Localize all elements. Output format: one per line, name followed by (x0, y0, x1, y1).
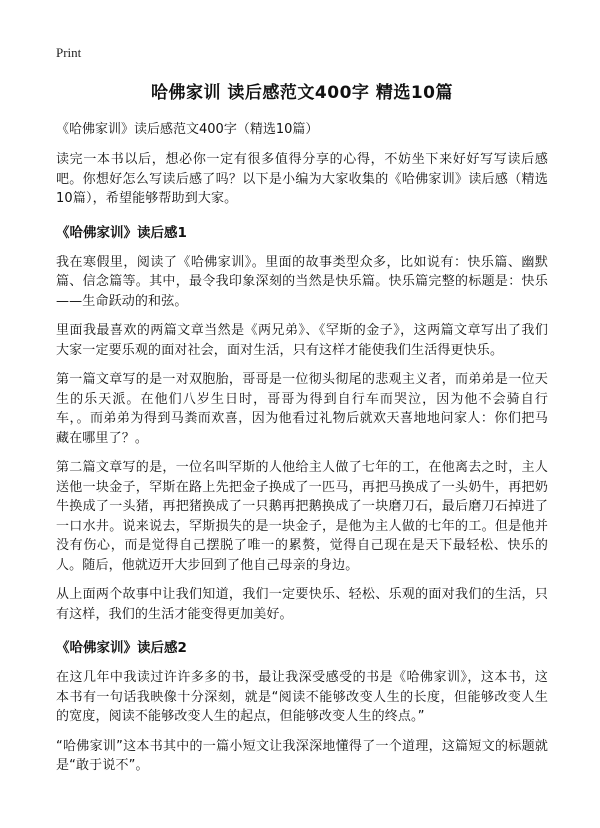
document-subtitle: 《哈佛家训》读后感范文400字（精选10篇） (56, 122, 319, 137)
section1-paragraph-4: 第二篇文章写的是，一位名叫罕斯的人他给主人做了七年的工，在他离去之时，主人送他一块金子，罕斯在路上先把金子换成了一匹马，再把马换成了一头奶牛，再把奶牛换成了一头猪，再把猪换成了一只鹅再把鹅换成了一块磨刀石，最后磨刀石掉进了一口水井。说来说去，罕斯损失的是一块金子，是他为主人做的七年的工。但是他并没有伤心，而是觉得自己摆脱了唯一的累赘，觉得自己现在是天下最轻松、快乐的人。随后，他就迈开大步回到了他自己母亲的身边。 (56, 460, 548, 573)
document-title: 哈佛家训 读后感范文400字 精选10篇 (151, 83, 453, 103)
section1-paragraph-1: 我在寒假里，阅读了《哈佛家训》。里面的故事类型众多，比如说有：快乐篇、幽默篇、信念篇等。其中，最令我印象深刻的当然是快乐篇。快乐篇完整的标题是：快乐——生命跃动的和弦。 (56, 254, 548, 309)
section-heading-1: 《哈佛家训》读后感1 (56, 224, 187, 241)
section1-paragraph-3: 第一篇文章写的是一对双胞胎，哥哥是一位彻头彻尾的悲观主义者，而弟弟是一位天生的乐天派。在他们八岁生日时，哥哥为得到自行车而哭泣，因为他不会骑自行车，。而弟弟为得到马粪而欢喜，因为他看过礼物后就欢天喜地地问家人：你们把马藏在哪里了？。 (56, 372, 548, 446)
print-link[interactable]: Print (56, 45, 82, 60)
section1-paragraph-5: 从上面两个故事中让我们知道，我们一定要快乐、轻松、乐观的面对我们的生活，只有这样，我们的生活才能变得更加美好。 (56, 587, 548, 622)
section1-paragraph-2: 里面我最喜欢的两篇文章当然是《两兄弟》、《罕斯的金子》，这两篇文章写出了我们大家一定要乐观的面对社会，面对生活，只有这样才能使我们生活得更快乐。 (56, 323, 548, 358)
section-heading-2: 《哈佛家训》读后感2 (56, 640, 187, 656)
document-page (56, 44, 548, 776)
section2-paragraph-2: “哈佛家训”这本书其中的一篇小短文让我深深地懂得了一个道理，这篇短文的标题就是“敢于说不”。 (56, 738, 548, 773)
intro-paragraph: 读完一本书以后，想必你一定有很多值得分享的心得，不妨坐下来好好写写读后感吧。你想好怎么写读后感了吗？以下是小编为大家收集的《哈佛家训》读后感（精选10篇），希望能够帮助到大家。 (56, 152, 548, 206)
section2-paragraph-1: 在这几年中我读过许许多多的书，最让我深受感受的书是《哈佛家训》，这本书，这本书有一句话我映像十分深刻，就是“阅读不能够改变人生的长度，但能够改变人生的宽度，阅读不能够改变人生的起点，但能够改变人生的终点。” (56, 670, 548, 724)
